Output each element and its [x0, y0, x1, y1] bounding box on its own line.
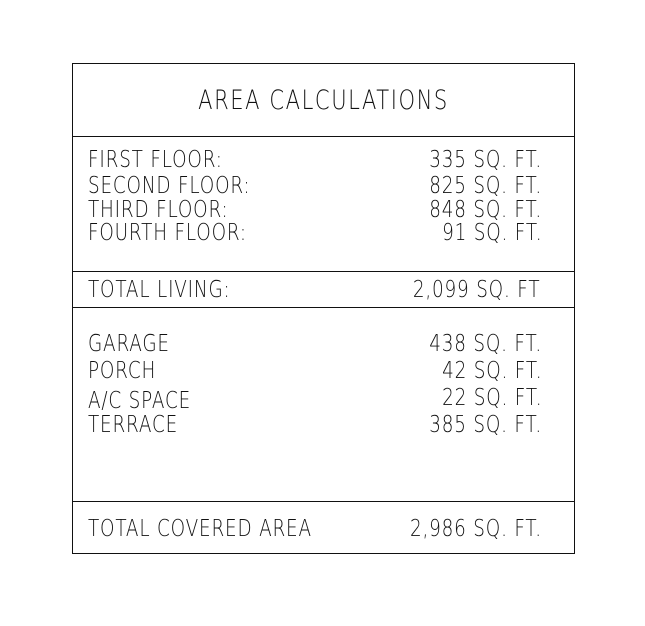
row-label: FOURTH FLOOR: — [88, 220, 247, 246]
total-living-row — [88, 278, 542, 302]
row-label: TOTAL LIVING: — [88, 277, 231, 303]
row-value: 2,986 SQ. FT. — [410, 516, 542, 542]
other-row-garage — [88, 332, 542, 356]
row-value: 438 SQ. FT. — [429, 331, 542, 357]
other-row-terrace — [88, 413, 542, 437]
row-value: 335 SQ. FT. — [429, 147, 542, 173]
row-label: GARAGE — [88, 331, 170, 357]
title-divider — [73, 136, 574, 137]
living-row-second-floor — [88, 174, 542, 198]
row-value: 91 SQ. FT. — [441, 220, 542, 246]
other-row-porch — [88, 359, 542, 383]
area-calculations-table — [72, 63, 575, 554]
table-title: AREA CALCULATIONS — [198, 85, 449, 116]
row-label: TOTAL COVERED AREA — [88, 516, 312, 542]
other-areas-divider — [73, 501, 574, 502]
row-value: 22 SQ. FT. — [441, 385, 542, 411]
other-row-ac-space — [88, 385, 542, 414]
row-label: SECOND FLOOR: — [88, 173, 251, 199]
living-row-fourth-floor — [88, 221, 542, 245]
row-label: FIRST FLOOR: — [88, 147, 223, 173]
row-label: TERRACE — [88, 412, 179, 438]
row-value: 42 SQ. FT. — [441, 358, 542, 384]
row-label: THIRD FLOOR: — [88, 197, 229, 223]
row-value: 2,099 SQ. FT — [412, 277, 540, 303]
living-row-first-floor — [88, 148, 542, 172]
row-label: PORCH — [88, 358, 157, 384]
row-label: A/C SPACE — [88, 388, 192, 414]
row-value: 385 SQ. FT. — [429, 412, 542, 438]
total-covered-row — [88, 517, 542, 541]
living-divider — [73, 271, 574, 272]
living-row-third-floor — [88, 198, 542, 222]
total-living-divider — [73, 307, 574, 308]
row-value: 825 SQ. FT. — [429, 173, 542, 199]
row-value: 848 SQ. FT. — [429, 197, 542, 223]
